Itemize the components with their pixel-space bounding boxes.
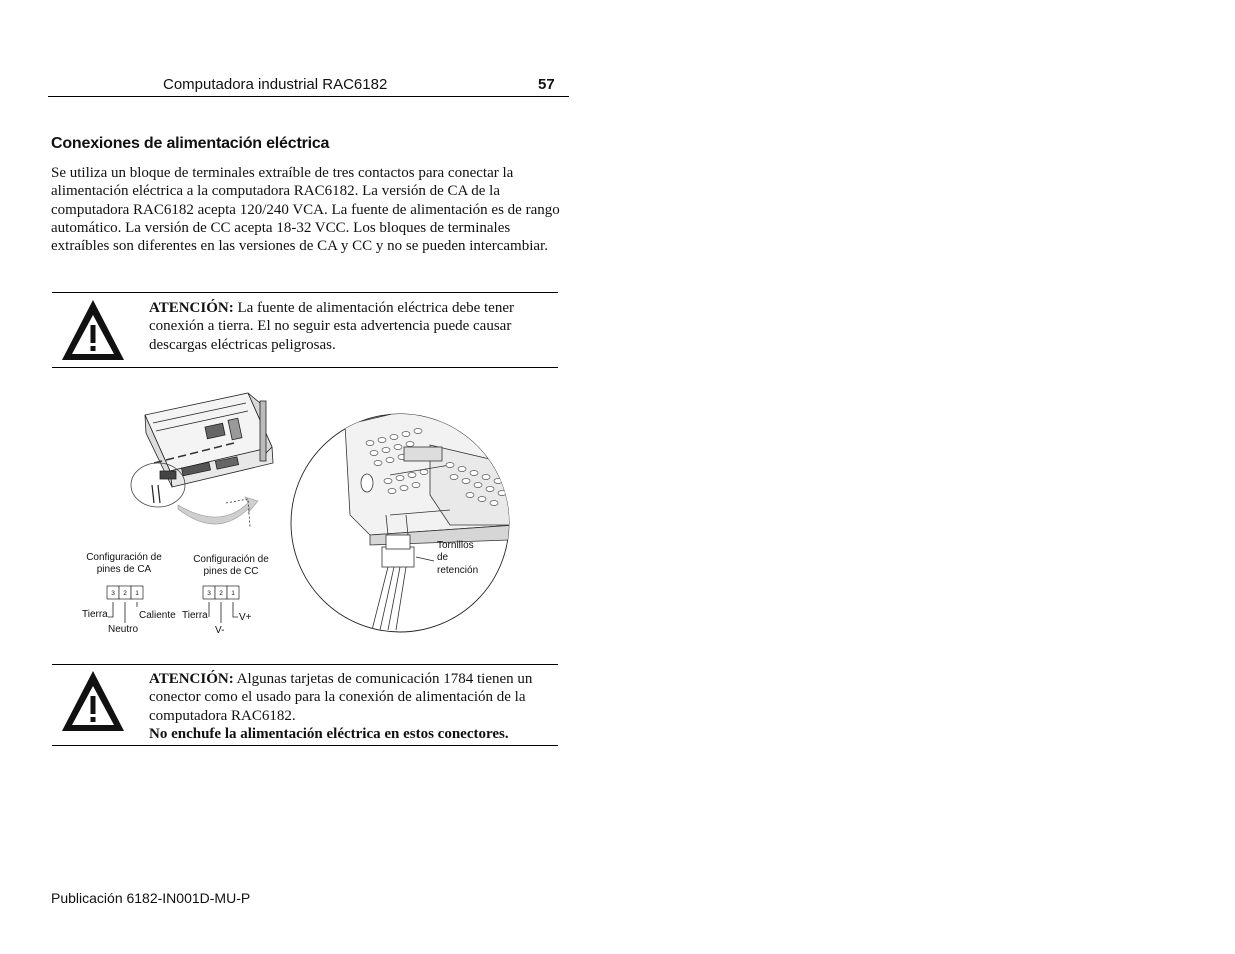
small-cable	[152, 485, 160, 503]
dc-pin-2: 2	[219, 590, 223, 597]
dc-pin-1: 1	[231, 590, 235, 597]
retention-label-line3: retención	[437, 565, 479, 576]
dc-config-label-line2: pines de CC	[203, 566, 259, 577]
publication-footer: Publicación 6182-IN001D-MU-P	[51, 890, 251, 906]
warning-triangle-icon	[60, 298, 126, 362]
ac-config-label-line2: pines de CA	[96, 564, 152, 575]
section-title: Conexiones de alimentación eléctrica	[51, 135, 330, 152]
power-connection-figure	[70, 385, 530, 650]
warning2-body: Algunas tarjetas de comunicación 1784 tienen un conector como el usado para la conexión de alimentación de la computadora RAC6182.	[149, 671, 533, 724]
warning1-body: La fuente de alimentación eléctrica debe tener conexión a tierra. El no seguir esta advertencia puede causar descargas eléctricas peligrosas.	[149, 300, 514, 353]
warning2-text	[149, 670, 559, 743]
ac-pin-3: 3	[111, 590, 115, 597]
warning2-bold-line: No enchufe la alimentación eléctrica en estos conectores.	[149, 725, 509, 742]
warning1-label: ATENCIÓN:	[149, 300, 234, 316]
ac-hot-label: Caliente	[139, 610, 176, 621]
ac-ground-label: Tierra	[82, 609, 108, 620]
retention-label-line1: Tornillos	[437, 540, 474, 551]
warning1-text	[149, 299, 559, 354]
warning2-bottom-rule	[52, 745, 558, 746]
dc-ground-label: Tierra	[182, 610, 208, 621]
header-rule	[48, 96, 569, 97]
ac-pin-2: 2	[123, 590, 127, 597]
dc-pin-3: 3	[207, 590, 211, 597]
curved-arrow	[178, 497, 258, 524]
retention-label-line2: de	[437, 552, 449, 563]
ac-pin-block	[107, 586, 143, 623]
page-number: 57	[538, 76, 555, 93]
magnified-view	[291, 405, 515, 632]
computer-unit-illustration	[145, 393, 273, 487]
ac-pin-1: 1	[135, 590, 139, 597]
ac-neutral-label: Neutro	[108, 624, 139, 635]
dc-vminus-label: V-	[215, 625, 225, 636]
running-head: Computadora industrial RAC6182	[163, 76, 388, 93]
intro-paragraph: Se utiliza un bloque de terminales extraíble de tres contactos para conectar la alimentación eléctrica a la computadora RAC6182. La versión de CA de la computadora RAC6182 acepta 120/240 VCA. La fuente de alimentación es de rango automático. La versión de CC acepta 18-32 VCC. Los bloques de terminales extraíbles son diferentes en las versiones de CA y CC y no se pueden intercambiar.	[51, 165, 560, 255]
dc-pin-block	[203, 586, 239, 623]
warning1-bottom-rule	[52, 367, 558, 368]
dc-config-label-line1: Configuración de	[193, 554, 269, 565]
warning2-label: ATENCIÓN:	[149, 671, 234, 687]
ac-config-label-line1: Configuración de	[86, 552, 162, 563]
warning2-top-rule	[52, 664, 558, 665]
warning-triangle-icon	[60, 669, 126, 733]
dc-vplus-label: V+	[239, 612, 252, 623]
warning1-top-rule	[52, 292, 558, 293]
